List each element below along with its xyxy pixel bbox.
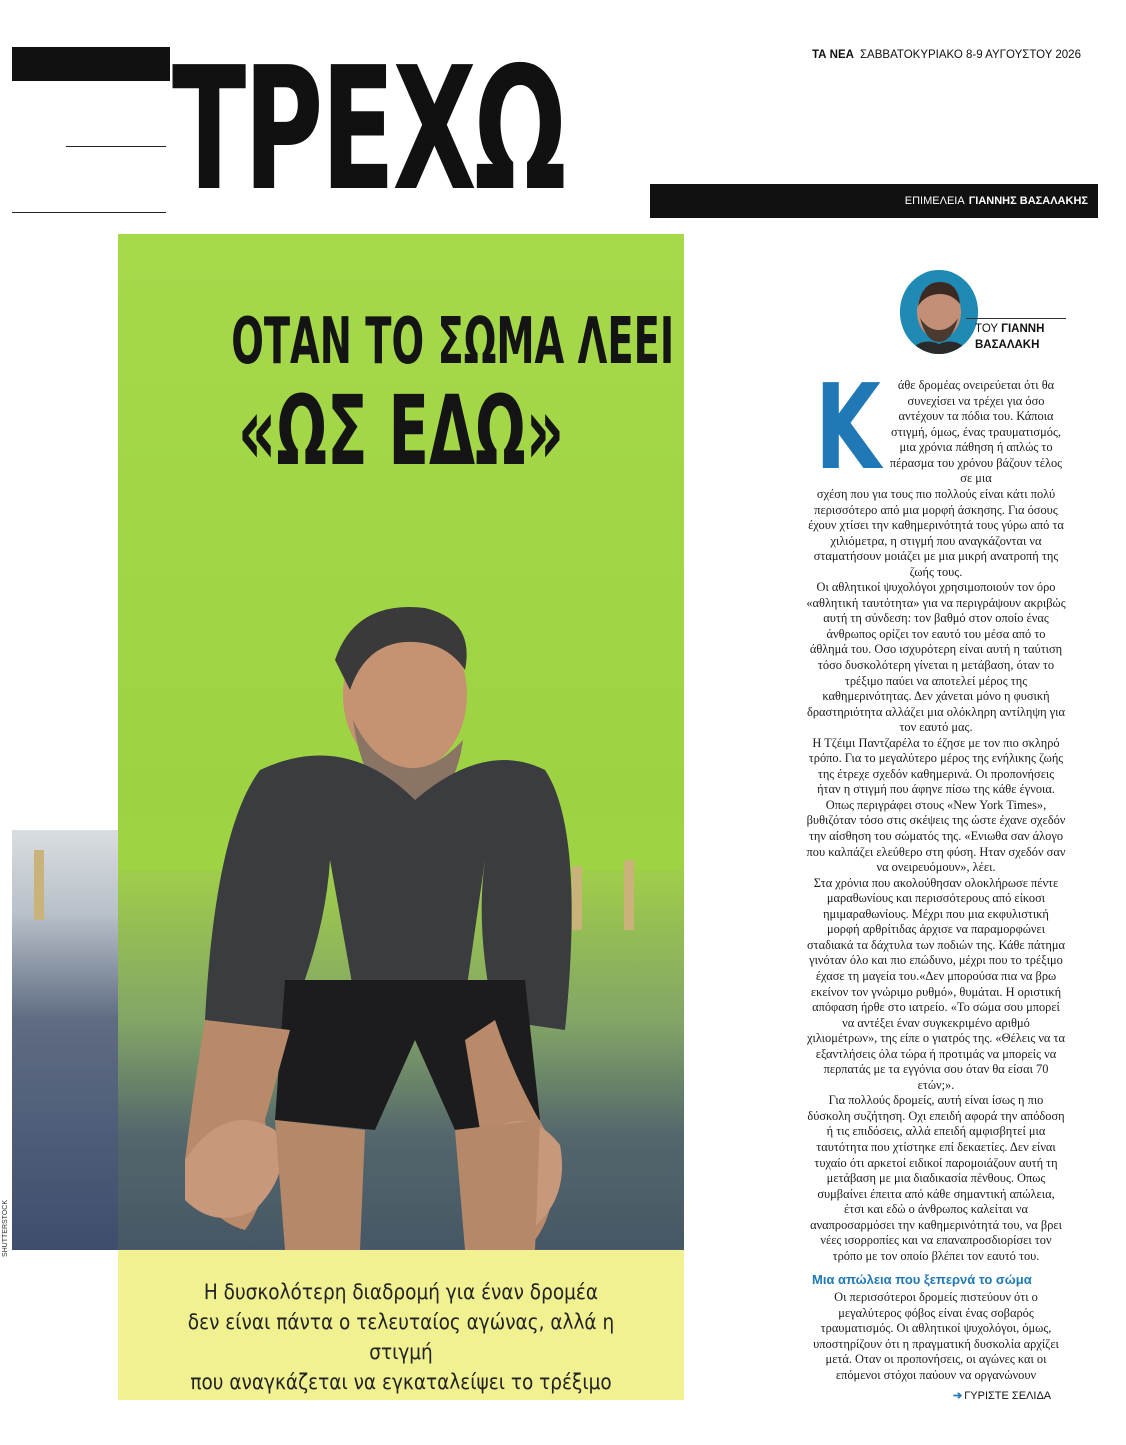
section-title: ΤΡΕΧΩ bbox=[172, 31, 564, 229]
issue-date: ΣΑΒΒΑΤΟΚΥΡΙΑΚΟ 8-9 ΑΥΓΟΥΣΤΟΥ 2026 bbox=[859, 49, 1081, 61]
masthead-rule bbox=[66, 146, 166, 147]
headline-line1: ΟΤΑΝ ΤΟ ΣΩΜΑ ΛΕΕΙ bbox=[231, 305, 675, 379]
arrow-right-icon: ➔ bbox=[953, 1390, 963, 1402]
headline bbox=[118, 300, 684, 487]
caption-line: δεν είναι πάντα ο τελευταίος αγώνας, αλλά η στιγμή bbox=[187, 1310, 615, 1365]
turn-page-link[interactable] bbox=[953, 1389, 1051, 1402]
author-last-name: ΒΑΣΑΛΑΚΗ bbox=[975, 339, 1040, 351]
caption-line: που αναγκάζεται να εγκαταλείψει το τρέξιμο bbox=[190, 1370, 612, 1395]
turn-page-label: ΓΥΡΙΣΤΕ ΣΕΛΙΔΑ bbox=[964, 1390, 1052, 1402]
author-prefix: ΤΟΥ bbox=[975, 323, 998, 335]
article-paragraph: Για πολλούς δρομείς, αυτή είναι ίσως η πιο δύσκολη συζήτηση. Οχι επειδή αφορά την απόδοση ή τις επιδόσεις, αλλά επειδή αμφισβητεί μια ταυτότητα που χτίστηκε επί δεκαετίες. Δεν είναι τυχαίο ότι αρκετοί ειδικοί παρομοιάζουν αυτή τη μετάβαση με μια διαδικασία πένθους. Οπως συμβαίνει έπειτα από κάθε σημαντική απώλεια, έτσι και εδώ ο άνθρωπος καλείται να αναπροσαρμόσει την καθημερινότητά του, να βρει νέες ισορροπίες και να επαναπροσδιορίσει τον τρόπο με τον οποίο βλέπει τον εαυτό του. bbox=[807, 1093, 1065, 1263]
article-intro bbox=[886, 378, 1066, 487]
photo-credit: SHUTTERSTOCK bbox=[2, 1200, 9, 1258]
article-continuation bbox=[806, 1290, 1066, 1383]
article-body bbox=[806, 487, 1066, 1264]
article-subhead: Μια απώλεια που ξεπερνά το σώμα bbox=[812, 1272, 1032, 1287]
article-paragraph: Οι αθλητικοί ψυχολόγοι χρησιμοποιούν τον όρο «αθλητική ταυτότητα» για να περιγράψουν ακριβώς αυτή τη σύνδεση: τον βαθμό στον οποίο ένας άνθρωπος ορίζει τον εαυτό του μέσα από το άθλημά του. Οσο ισχυρότερη είναι αυτή η ταύτιση τόσο δυσκολότερη γίνεται η μετάβαση, όταν το τρέξιμο παύει να αποτελεί μέρος της καθημερινότητας. Δεν χάνεται μόνο η φυσική δραστηριότητα αλλάζει μια ολόκληρη αντίληψη για τον εαυτό μας. bbox=[806, 580, 1066, 735]
dateline bbox=[812, 49, 1081, 61]
article-paragraph: Η Τζέιμι Παντζαρέλα το έζησε με τον πιο σκληρό τρόπο. Για το μεγαλύτερο μέρος της ενήλικης ζωής της έτρεχε σχεδόν καθημερινά. Οι προπονήσεις ήταν η στιγμή που άφηνε πίσω της κάθε έγνοια. Οπως περιγράφει στους «New York Times», βυθιζόταν τόσο στις σκέψεις της ώστε έχανε σχεδόν την αίσθηση του σώματός της. «Ενιωθα σαν άλογο που καλπάζει ελεύθερο στη φύση. Ηταν σχεδόν σαν να ονειρευόμουν», λέει. bbox=[806, 735, 1066, 875]
paper-name: ΤΑ ΝΕΑ bbox=[812, 49, 854, 61]
caption-line: Η δυσκολότερη διαδρομή για έναν δρομέα bbox=[203, 1280, 599, 1305]
editor-bar bbox=[650, 184, 1098, 218]
editor-label: ΕΠΙΜΕΛΕΙΑ bbox=[904, 195, 965, 207]
masthead-rule bbox=[12, 212, 166, 213]
article-paragraph: σχέση που για τους πιο πολλούς είναι κάτι πολύ περισσότερο από μια μορφή άσκησης. Για όσους έχουν χτίσει την καθημερινότητά τους γύρω από τα χιλιόμετρα, η στιγμή που αναγκάζονται να σταματήσουν μοιάζει με μια μικρή ανατροπή της ζωής τους. bbox=[808, 487, 1064, 579]
photo-caption bbox=[158, 1278, 645, 1398]
article-paragraph: άθε δρομέας ονειρεύεται ότι θα συνεχίσει να τρέχει για όσο αντέχουν τα πόδια του. Κάποια στιγμή, όμως, ένας τραυματισμός, μια χρόνια πάθηση ή απλώς το πέρασμα του χρόνου βάζουν τέλος σε μια bbox=[889, 378, 1063, 486]
article-paragraph: Στα χρόνια που ακολούθησαν ολοκλήρωσε πέντε μαραθωνίους και περισσότερους από είκοσι ημιμαραθωνίους. Μέχρι που μια εκφυλιστική μορφή αρθρίτιδας άρχισε να παραμορφώνει σταδιακά τα δάχτυλα των ποδιών της. Κάθε πάτημα γινόταν όλο και πιο επώδυνο, μέχρι που το τρέξιμο έχασε τη μαγεία του.«Δεν μπορούσα πια να βρω εκείνον τον γνώριμο ρυθμό», θυμάται. Η οριστική απόφαση ήρθε στο ιατρείο. «Το σώμα σου μπορεί να αντέξει έναν συγκεκριμένο αριθμό χιλιομέτρων», της είπε ο γιατρός της. «Θέλεις να τα εξαντλήσεις όλα τώρα ή προτιμάς να μπορείς να περπατάς με τα εγγόνια σου όταν θα είσαι 70 ετών;». bbox=[806, 875, 1066, 1092]
dropcap: Κ bbox=[815, 358, 881, 496]
editor-name: ΓΙΑΝΝΗΣ ΒΑΣΑΛΑΚΗΣ bbox=[968, 195, 1088, 207]
author-byline bbox=[975, 321, 1044, 353]
article-paragraph: Οι περισσότεροι δρομείς πιστεύουν ότι ο μεγαλύτερος φόβος είναι ένας σοβαρός τραυματισμός. Οι αθλητικοί ψυχολόγοι, όμως, υποστηρίζουν ότι η πραγματική δυσκολία αρχίζει μετά. Οταν οι προπονήσεις, οι αγώνες και οι επόμενοι στόχοι παύουν να οργανώνουν bbox=[813, 1290, 1059, 1382]
masthead-bar bbox=[12, 47, 170, 81]
author-first-name: ΓΙΑΝΝΗ bbox=[1001, 323, 1045, 335]
runner-photo bbox=[165, 600, 605, 1250]
headline-line2: «ΩΣ ΕΔΩ» bbox=[237, 375, 565, 487]
author-rule bbox=[966, 318, 1066, 319]
author-avatar bbox=[900, 270, 978, 354]
